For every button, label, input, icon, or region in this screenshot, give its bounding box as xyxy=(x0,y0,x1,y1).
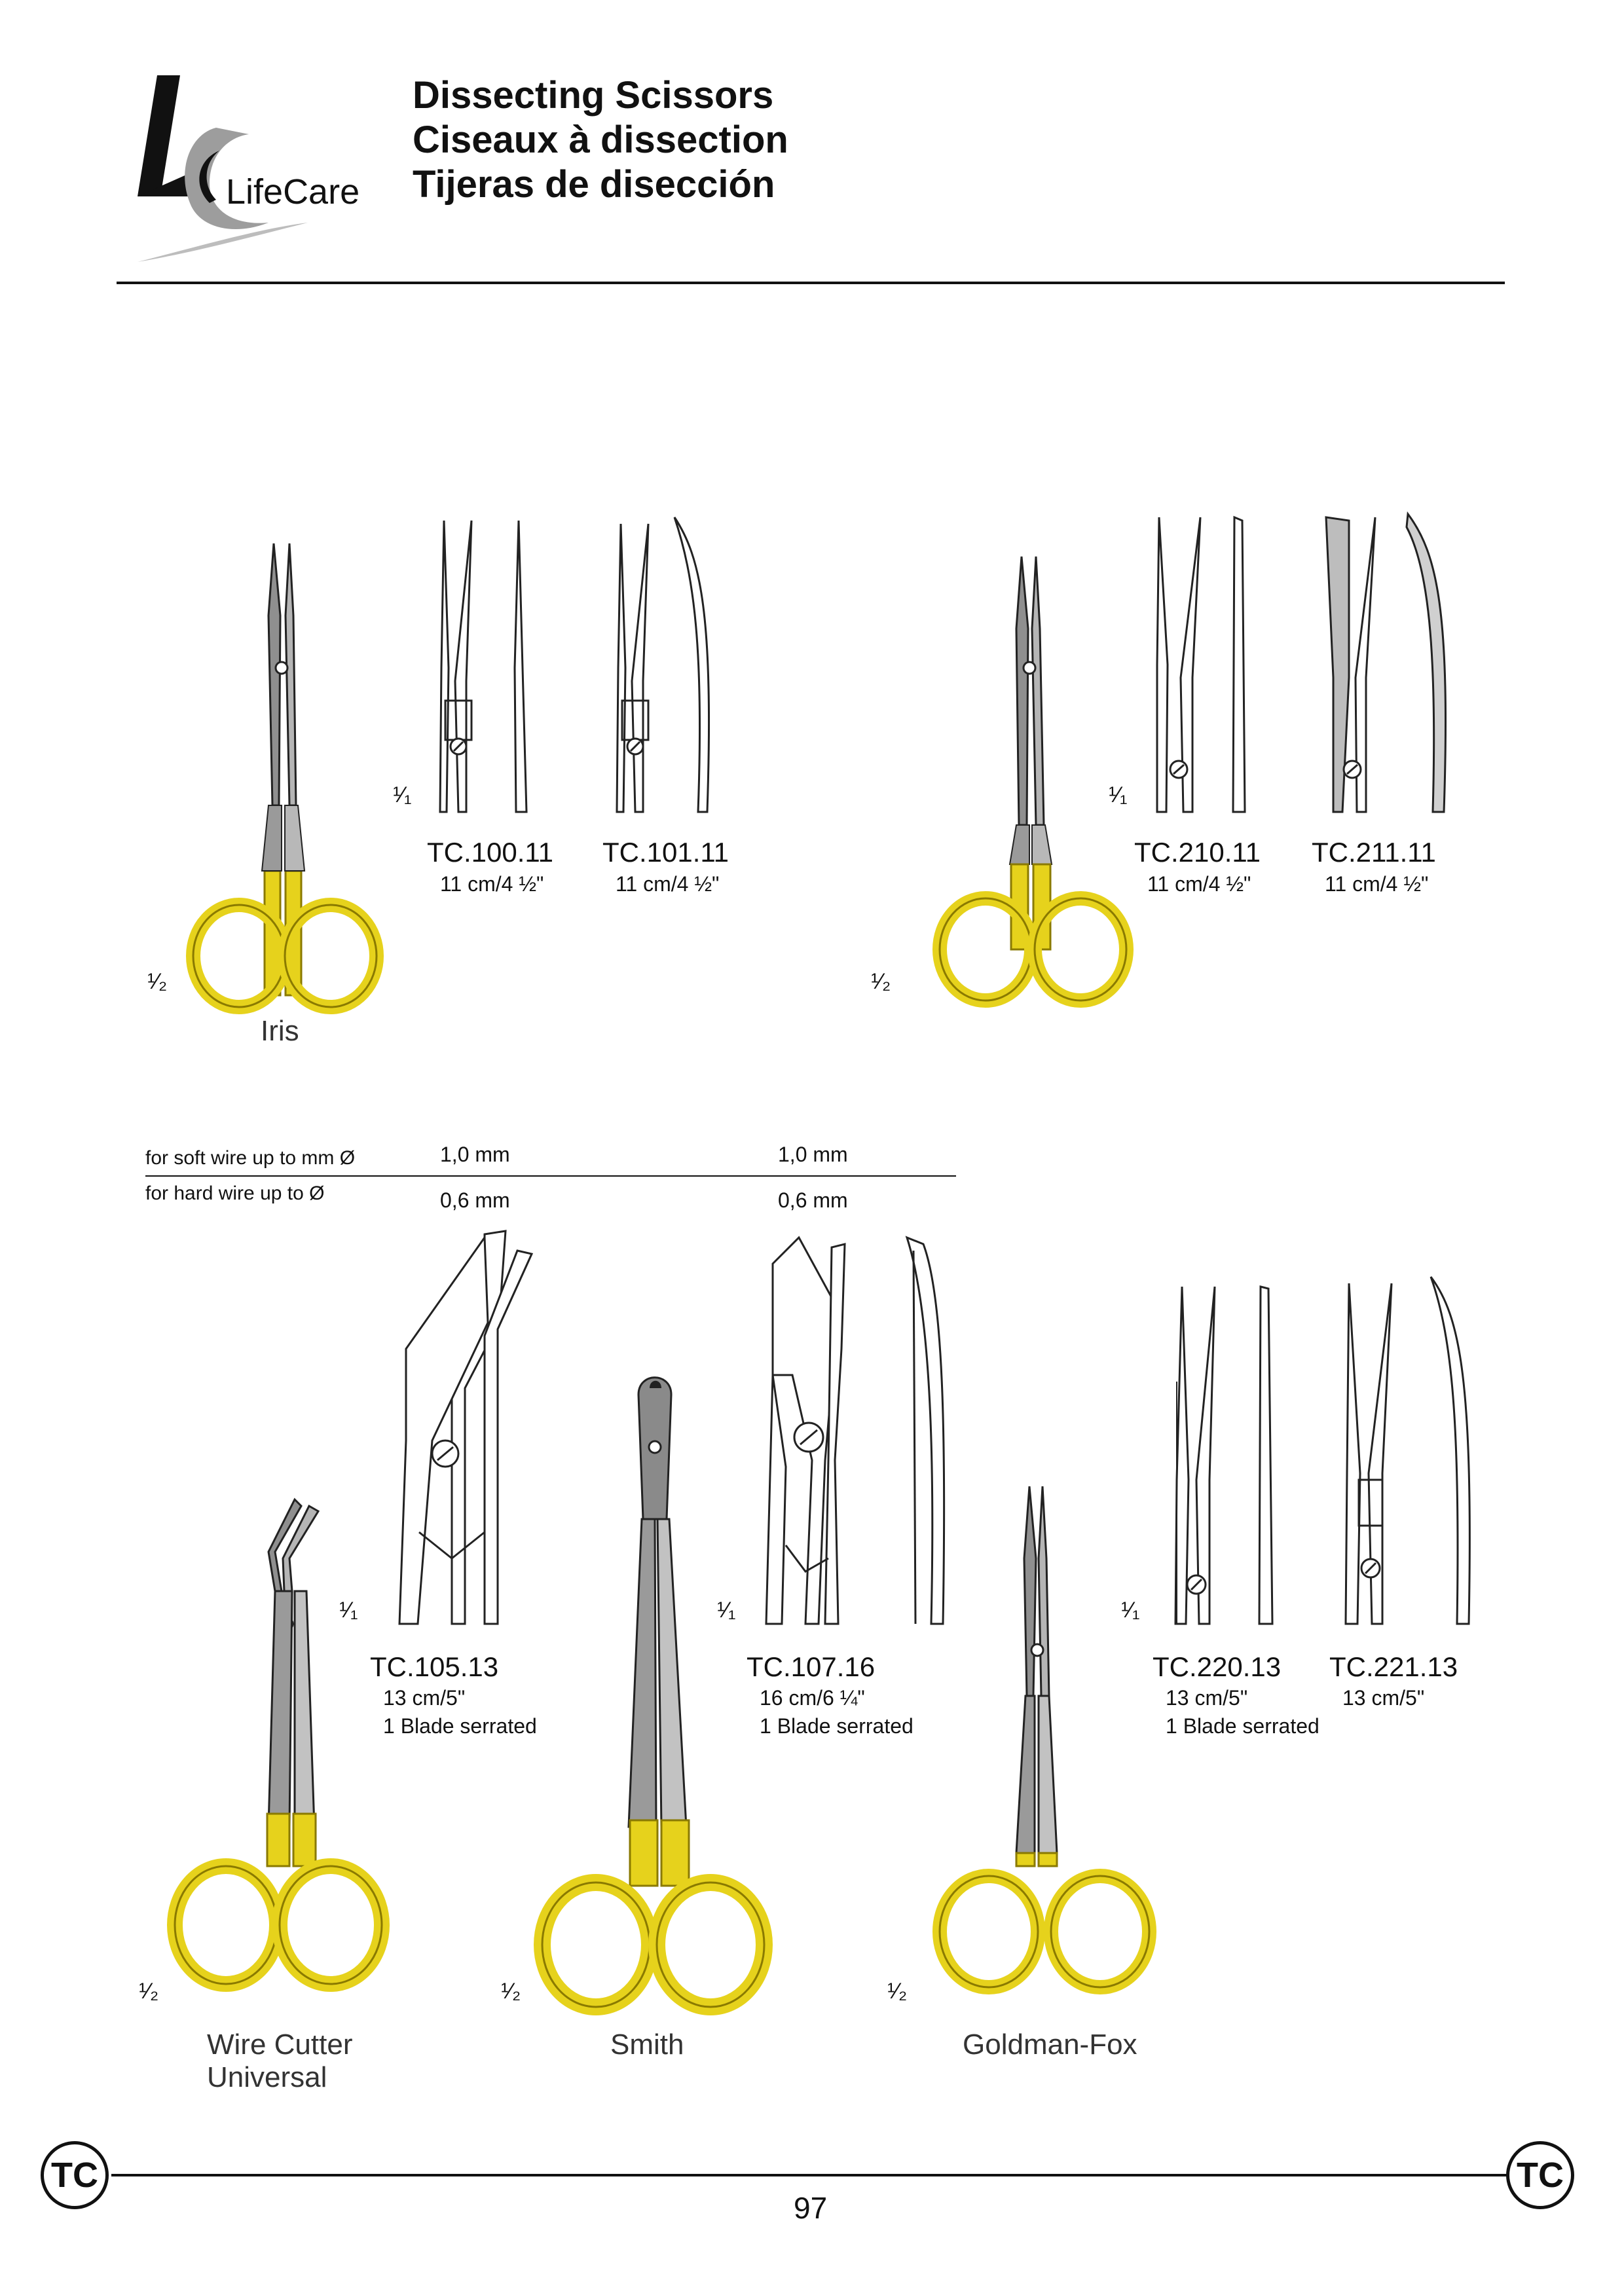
wire-cutter-size: 13 cm/5" xyxy=(383,1686,466,1710)
wire-table-rule xyxy=(145,1175,956,1177)
smith-code: TC.107.16 xyxy=(747,1651,876,1682)
goldman-fox-item-1-code: TC.220.13 xyxy=(1153,1651,1282,1682)
iris-item-1-code: TC.100.11 xyxy=(427,837,553,868)
tc21011-straight-detail xyxy=(1149,514,1274,812)
iris-name: Iris xyxy=(261,1015,299,1047)
tc21111-curved-detail xyxy=(1323,514,1460,812)
goldman-fox-main-scale: ¹⁄₂ xyxy=(887,1979,908,2004)
page-number: 97 xyxy=(794,2191,828,2225)
title-english: Dissecting Scissors xyxy=(413,74,774,117)
wire-cutter-name-line2: Universal xyxy=(207,2061,327,2093)
iris-main-scale: ¹⁄₂ xyxy=(147,969,168,994)
tc10716-detail xyxy=(760,1231,969,1624)
tc22013-straight-detail xyxy=(1162,1283,1293,1624)
goldman-fox-item-2-code: TC.221.13 xyxy=(1329,1651,1458,1682)
iris2-item-1-size: 11 cm/4 ½" xyxy=(1147,872,1251,896)
wire-cutter-note: 1 Blade serrated xyxy=(383,1714,537,1738)
title-french: Ciseaux à dissection xyxy=(413,119,788,161)
smith-main-scale: ¹⁄₂ xyxy=(501,1979,521,2004)
logo-text: LifeCare xyxy=(226,172,360,211)
smith-detail-scale: ¹⁄₁ xyxy=(717,1598,736,1623)
header-rule xyxy=(117,282,1505,284)
iris-item-1-size: 11 cm/4 ½" xyxy=(440,872,544,896)
wire-cutter-ring-handle-right xyxy=(268,1840,393,1997)
smith-size: 16 cm/6 ¼" xyxy=(760,1686,865,1710)
wire-col2-hard: 0,6 mm xyxy=(778,1188,848,1212)
iris-detail-scale: ¹⁄₁ xyxy=(393,782,412,807)
smith-ring-handle-left xyxy=(530,1860,661,2023)
iris-ring-handle-right xyxy=(275,871,386,1015)
wire-cutter-detail xyxy=(386,1231,544,1624)
wire-cutter-detail-scale: ¹⁄₁ xyxy=(339,1598,358,1623)
goldman-fox-name: Goldman-Fox xyxy=(963,2029,1137,2061)
tc10111-curved-detail xyxy=(609,517,733,812)
goldman-fox-scissors-illustration xyxy=(969,1486,1126,1866)
tc22113-curved-detail xyxy=(1333,1277,1483,1624)
tc-badge-left: TC xyxy=(41,2141,109,2209)
wire-cutter-code: TC.105.13 xyxy=(370,1651,499,1682)
wire-cutter-name-line1: Wire Cutter xyxy=(207,2029,353,2061)
footer-rule xyxy=(111,2174,1513,2176)
iris2-item-1-code: TC.210.11 xyxy=(1134,837,1261,868)
lifecare-logo xyxy=(111,72,373,262)
iris-item-2-code: TC.101.11 xyxy=(602,837,729,868)
wire-cutter-main-scale: ¹⁄₂ xyxy=(139,1979,159,2004)
smith-name: Smith xyxy=(610,2029,684,2061)
wire-hard-label: for hard wire up to Ø xyxy=(145,1183,325,1204)
iris-item-2-size: 11 cm/4 ½" xyxy=(616,872,720,896)
iris2-ring-handle-right xyxy=(1025,864,1136,1008)
title-spanish: Tijeras de disección xyxy=(413,163,775,206)
wire-col1-hard: 0,6 mm xyxy=(440,1188,510,1212)
iris2-item-2-code: TC.211.11 xyxy=(1312,837,1436,868)
wire-col1-soft: 1,0 mm xyxy=(440,1143,510,1166)
goldman-fox-ring-handle-right xyxy=(1038,1846,1162,2004)
iris2-detail-scale: ¹⁄₁ xyxy=(1109,782,1128,807)
tc10011-straight-detail xyxy=(432,517,557,812)
iris2-item-2-size: 11 cm/4 ½" xyxy=(1325,872,1429,896)
iris2-main-scale: ¹⁄₂ xyxy=(871,969,891,994)
goldman-fox-item-2-size: 13 cm/5" xyxy=(1342,1686,1425,1710)
goldman-fox-item-1-size: 13 cm/5" xyxy=(1166,1686,1248,1710)
goldman-fox-detail-scale: ¹⁄₁ xyxy=(1121,1598,1140,1623)
wire-cutter-scissors-illustration xyxy=(229,1499,380,1866)
tc-badge-right: TC xyxy=(1506,2141,1574,2209)
goldman-fox-item-1-note: 1 Blade serrated xyxy=(1166,1714,1320,1738)
goldman-fox-ring-handle-left xyxy=(927,1846,1051,2004)
smith-ring-handle-right xyxy=(645,1860,776,2023)
smith-note: 1 Blade serrated xyxy=(760,1714,913,1738)
wire-soft-label: for soft wire up to mm Ø xyxy=(145,1147,356,1169)
wire-col2-soft: 1,0 mm xyxy=(778,1143,848,1166)
